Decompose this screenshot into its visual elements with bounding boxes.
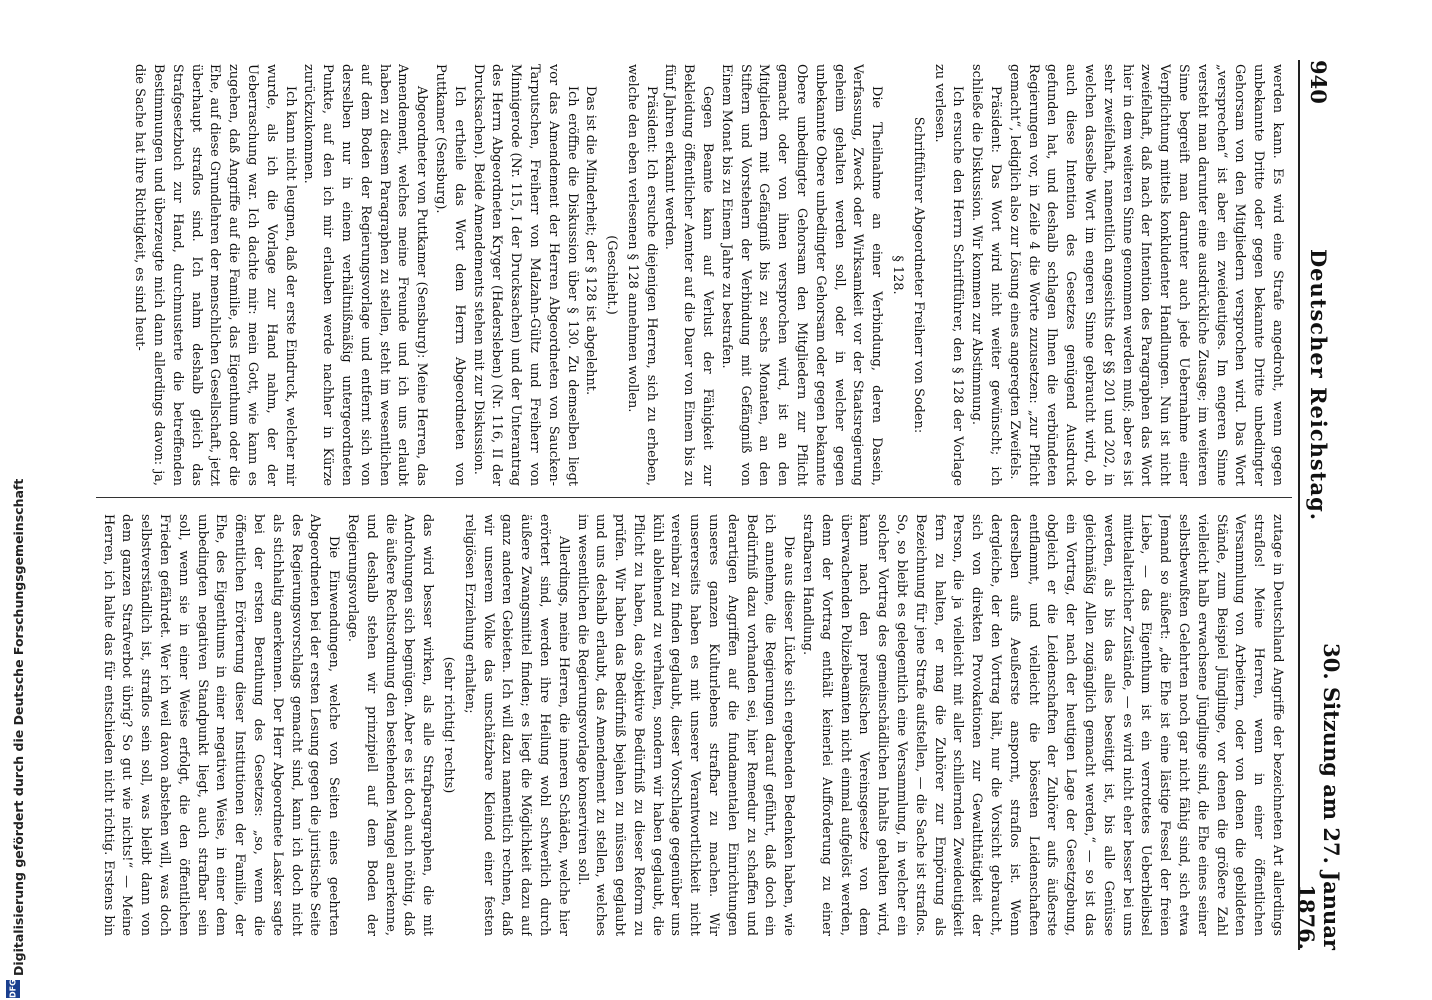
speaker-heading: Schriftführer Abgeordneter Freiherr von Soden:	[910, 116, 926, 434]
paragraph: werden kann. Es wird eine Strafe angedroht, wenn gegen unbekannte Dritte oder gegen bekannte Dritte unbedingter Gehorsam von den Mitgliedern versprochen wird. Das Wort „versprechen“ ist aber ein zweideutiges. Im engeren Sinne versteht man darunter eine ausdrückliche Zusage; im weiteren Sinne begreift man darunter auch jede Uebernahme einer Verpflichtung mittels konkludenter Handlungen. Nun ist nicht zweifelhaft, daß nach der Intention des Paragraphen das Wort hier in dem weiteren Sinne genommen werden muß; aber es ist sehr zweifelhaft, namentlich angesichts der §§ 201 und 202, in welchen dasselbe Wort im engeren Sinne gebraucht wird, ob auch diese Intention des Gesetzes genügend Ausdruck gefunden hat, und deshalb schlagen Ihnen die verbündeten Regierungen vor, in Zeile 4 die Worte zuzusetzen: „zur Pflicht gemacht“, lediglich also zur Lösung eines angeregten Zweifels.	[1006, 64, 1285, 486]
right-column	[96, 514, 1286, 936]
column-divider	[96, 497, 1292, 498]
page-title: Deutscher Reichstag.	[1306, 248, 1332, 522]
page-frame	[96, 60, 1344, 950]
dfg-logo-icon: DFG	[6, 980, 20, 998]
header-rule	[1298, 60, 1300, 950]
paragraph: Ich eröffne die Diskussion über § 130. Zu demselben liegt vor das Amendement der Herren Abgeordneten von Saucken-Tarputschen, Freiherr von Malzahn-Gültz und Freiherr von Minnigerode (Nr. 115, I der Drucksachen) und der Unterantrag des Herrn Abgeordneten Kryger (Hadersleben) (Nr. 116, II der Drucksachen). Beide Amendements stehen mit zur Diskussion.	[470, 64, 580, 486]
paragraph: Abgeordneter von Puttkamer (Sensburg): Meine Herren, das Amendement, welches meine Freunde und ich uns erlaubt haben zu diesem Paragraphen zu stellen, steht im wesentlichen auf dem Boden der Regierungsvorlage und entfernt sich von derselben nur in einem verhältnißmäßig untergeordneten Punkte, auf den ich mir erlauben werde nachher in Kürze zurückzukommen.	[301, 64, 430, 486]
credit-text: Digitalisierung gefördert durch die Deutsche Forschungsgemeinschaft	[11, 478, 26, 976]
paragraph: Ich ersuche den Herrn Schriftführer, den § 128 der Vorlage zu verlesen.	[931, 64, 966, 486]
paragraph: Ich kann nicht leugnen, daß der erste Eindruck, welcher mir wurde, als ich die Vorlage zur Hand nahm, der der Ueberraschung war. Ich dachte mir: mein Gott, wie kann es zugehen, daß Angriffe auf die Familie, das Eigenthum oder die Ehe, auf diese Grundlehren der menschlichen Gesellschaft, jetzt überhaupt straflos sind. Ich nahm deshalb gleich das Strafgesetzbuch zur Hand, durchmusterte die betreffenden Bestimmungen und überzeugte mich dann allerdings davon: ja, die Sache hat ihre Richtigkeit, es sind heut-	[132, 64, 298, 486]
paragraph: Die aus dieser Lücke sich ergebenden Bedenken haben, wie ich annehme, die Regierungen darauf geführt, daß doch ein Bedürfniß dazu vorhanden sei, hier Remedur zu schaffen und derartigen Angriffen auf die fundamentalen Einrichtungen unseres ganzen Kulturlebens strafbar zu machen. Wir unsererseits haben es mit unserer Verantwortlichkeit nicht vereinbar zu finden geglaubt, dieser Vorschlage gegenüber uns kühl ablehnend zu verhalten, sondern wir haben geglaubt, die Pflicht zu haben, das objektive Bedürfniß zu dieser Reform zu prüfen. Wir haben das Bedürfniß bejahen zu müssen geglaubt und uns deshalb erlaubt, das Amendement zu stellen, welches im wesentlichen die Regierungsvorlage konserviren soll.	[574, 514, 797, 936]
session-label: 30. Sitzung am 27. Januar 1876.	[1294, 643, 1344, 950]
paragraph: Das ist die Minderheit; der § 128 ist abgelehnt.	[583, 86, 599, 396]
paragraph: Präsident: Ich ersuche diejenigen Herren, sich zu erheben, welche den eben verlesenen § 128 annehmen wollen.	[624, 64, 659, 486]
paragraph: Gegen Beamte kann auf Verlust der Fähigkeit zur Bekleidung öffentlicher Aemter auf die Dauer von Einem bis zu fünf Jahren erkannt werden.	[662, 64, 716, 486]
paragraph: Die Einwendungen, welche von Seiten eines geehrten Abgeordneten bei der ersten Lesung gegen die juristische Seite des Regierungsvorschlags gemacht sind, kann ich doch nicht als stichhaltig anerkennen. Der Herr Abgeordnete Lasker sagte bei der ersten Berathung des Gesetzes: „so, wenn die öffentlichen Erörterung dieser Institutionen der Familie, der Ehe, des Eigenthums in einer negativen Weise, in einer dem unbedingten negativen Standpunkt liegt, auch strafbar sein soll, wenn sie in einer Weise erfolgt, die den öffentlichen Frieden gefährdet. Wer ich weil davon abstehen will, was doch selbstverständlich ist, straflos sein soll, was bleibt dann von dem ganzen Strafverbot übrig? So gut wie nichts!“ — Meine Herren, ich halte das für entschieden nicht richtig. Erstens bin	[100, 514, 342, 936]
paragraph: zutage in Deutschland Angriffe der bezeichneten Art allerdings straflos! Meine Herren, wenn in einer öffentlichen Versammlung von Arbeitern, oder von denen die gebildeten Stände, zum Beispiel Jünglinge, vor denen die größere Zahl vielleicht halb erwachsene Jünglinge sind, die Ehe eines seiner selbstbewußten Gelehrten noch gar nicht fähig sind, sich etwa Jemand so äußert: „die Ehe ist eine lästige Fessel der freien Liebe, — das Eigenthum ist ein verrottetes Ueberbleibsel mittelalterlicher Zustände, — es wird nicht eher besser bei uns werden, als bis das alles beseitigt ist, bis alle Genüsse gleichmäßig Allen zugänglich gemacht werden,“ — so ist das ein Vortrag, der nach der heutigen Lage der Gesetzgebung, obgleich er die Leidenschaften der Zuhörer aufs äußerste entflammt, und vielleicht die bösesten Leidenschaften derselben aufs Aeußerste anspornt, straflos ist. Wenn dergleiche, der den Vortrag hält, nur die Vorsicht gebraucht, sich von direkten Provokationen zur Gewaltthätigkeit der Person, die ja vielleicht mit aller schillernden Zweideutigkeit fern zu halten, er mag die Zuhörer zur Empörung als Bezeichnung für jene Strafe aufstellen, — die Sache ist straflos. So, so bleibt es gelegentlich eine Versammlung, in welcher ein solcher Vortrag des gemeinschädlichen Inhalts gehalten wird, kann nach den preußischen Vereinsgesetze von dem überwachenden Polizeibeamten nicht einmal aufgelöst werden, denn der Vortrag enthält keinerlei Aufforderung zu einer strafbaren Handlung.	[800, 514, 1285, 936]
left-column	[96, 64, 1286, 486]
paragraph: das wird besser wirken, als alle Strafparagraphen, die mit Androhungen sich begnügen. Aber es ist doch auch nöthig, daß die äußere Rechtsordnung den bestehenden Mangel anerkenne, und deshalb stehen wir prinzipiell auf dem Boden der Regierungsvorlage.	[344, 514, 436, 936]
stage-note: (Geschieht.)	[604, 235, 620, 315]
page-number: 940	[1306, 60, 1332, 104]
stage-note: (sehr richtig! rechts)	[440, 656, 456, 794]
paragraph: Die Theilnahme an einer Verbindung, deren Dasein, Verfassung, Zweck oder Wirksamkeit vor der Staatsregierung geheim gehalten werden soll, oder in welcher gegen unbekannte Obere unbedingter Gehorsam oder gegen bekannte Obere unbedingter Gehorsam den Mitgliedern zur Pflicht gemacht oder von ihnen versprochen wird, ist an den Mitgliedern mit Gefängniß bis zu sechs Monaten, an den Stiftern und Vorstehern der Verbindung mit Gefängniß von Einem Monat bis zu Einem Jahre zu bestrafen.	[718, 64, 885, 486]
paragraph: Allerdings, meine Herren, die inneren Schäden, welche hier erörtert sind, werden ihre Heilung wohl schwerlich durch äußere Zwangsmittel finden; es liegt die Möglichkeit dazu auf ganz anderen Gebieten. Ich will dazu namentlich rechnen, daß wir unserem Volke das unschätzbare Kleinod einer festen religiösen Erziehung erhalten;	[461, 514, 571, 936]
page-header	[1294, 60, 1344, 950]
paragraph: Präsident: Das Wort wird nicht weiter gewünscht; ich schließe die Diskussion. Wir kommen zur Abstimmung.	[969, 64, 1004, 486]
digitization-credit	[0, 4, 26, 1000]
paragraph: Ich ertheile das Wort dem Herrn Abgeordneten von Puttkamer (Sensburg).	[432, 64, 467, 486]
section-heading: § 128.	[890, 255, 906, 295]
